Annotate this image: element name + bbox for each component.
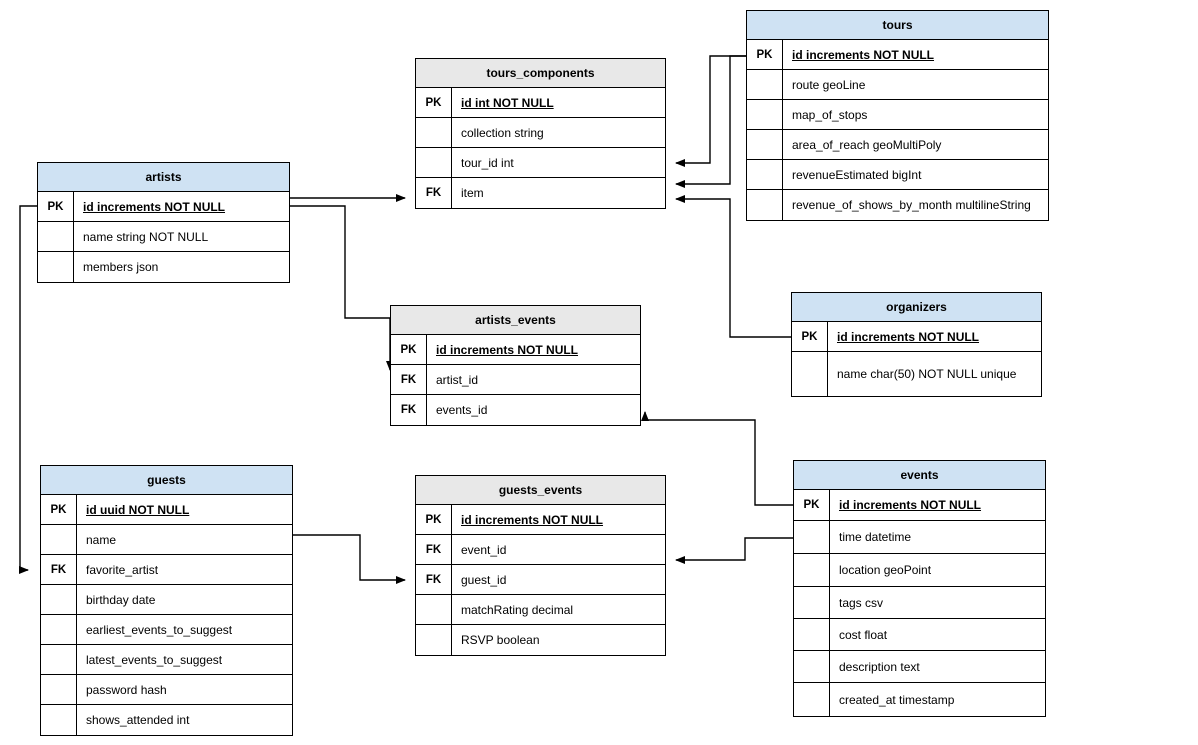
column-name: artist_id — [436, 372, 479, 387]
key-badge — [794, 651, 830, 682]
key-badge — [794, 683, 830, 716]
column-name: cost float — [839, 627, 888, 642]
table-row — [416, 178, 665, 208]
table-row — [416, 625, 665, 655]
column-name: RSVP boolean — [461, 633, 540, 647]
column-name: id increments NOT NULL — [839, 498, 982, 512]
column-name: name — [86, 532, 117, 547]
table-artists-title: artists — [38, 163, 289, 192]
column-name: id increments NOT NULL — [837, 329, 980, 344]
table-row — [794, 683, 1045, 716]
column-name: location geoPoint — [839, 563, 932, 577]
key-badge: PK — [391, 335, 427, 364]
table-row — [794, 490, 1045, 521]
table-row — [38, 192, 289, 222]
key-badge — [41, 645, 77, 674]
column-name: favorite_artist — [86, 562, 159, 577]
table-row — [41, 555, 292, 585]
table-row — [747, 130, 1048, 160]
table-row — [416, 595, 665, 625]
table-row — [416, 88, 665, 118]
table-row — [794, 619, 1045, 651]
edge-guests-guests-events — [293, 535, 405, 580]
key-badge: PK — [794, 490, 830, 520]
table-row — [416, 535, 665, 565]
table-row — [794, 521, 1045, 554]
table-artists-events[interactable] — [390, 305, 641, 426]
table-tours[interactable] — [746, 10, 1049, 221]
key-badge — [38, 222, 74, 251]
key-badge: PK — [41, 495, 77, 524]
table-guests-events-title: guests_events — [416, 476, 665, 505]
table-row — [416, 118, 665, 148]
column-name: tour_id int — [461, 155, 514, 170]
column-name: id increments NOT NULL — [436, 342, 579, 357]
edge-tours-tours-components-item — [676, 56, 746, 184]
edge-artists-guests-favorite-artist — [20, 206, 37, 570]
table-row — [747, 100, 1048, 130]
table-organizers-title: organizers — [792, 293, 1041, 322]
table-row — [41, 675, 292, 705]
column-name: birthday date — [86, 592, 156, 607]
column-name: tags csv — [839, 595, 884, 610]
table-row — [747, 70, 1048, 100]
table-guests[interactable] — [40, 465, 293, 736]
table-organizers[interactable] — [791, 292, 1042, 397]
table-row — [416, 565, 665, 595]
table-row — [792, 352, 1041, 396]
table-row — [391, 335, 640, 365]
table-row — [38, 222, 289, 252]
table-row — [41, 585, 292, 615]
table-row — [41, 645, 292, 675]
table-row — [416, 148, 665, 178]
column-name: latest_events_to_suggest — [86, 652, 223, 667]
table-row — [391, 365, 640, 395]
table-row — [792, 322, 1041, 352]
key-badge: PK — [747, 40, 783, 69]
column-name: collection string — [461, 125, 544, 140]
column-name: shows_attended int — [86, 713, 190, 727]
table-row — [41, 495, 292, 525]
table-guests-title: guests — [41, 466, 292, 495]
column-name: id increments NOT NULL — [792, 47, 935, 62]
edge-events-artists-events — [645, 412, 793, 505]
table-row — [391, 395, 640, 425]
table-guests-events[interactable] — [415, 475, 666, 656]
key-badge: PK — [416, 88, 452, 117]
key-badge — [416, 595, 452, 624]
table-artists-events-title: artists_events — [391, 306, 640, 335]
table-row — [794, 587, 1045, 619]
table-tours-components-title: tours_components — [416, 59, 665, 88]
key-badge — [41, 525, 77, 554]
column-name: earliest_events_to_suggest — [86, 622, 233, 637]
column-name: name string NOT NULL — [83, 229, 209, 244]
table-row — [747, 190, 1048, 220]
table-row — [747, 40, 1048, 70]
key-badge: PK — [792, 322, 828, 351]
edge-artists-artists-events — [290, 206, 390, 370]
column-name: matchRating decimal — [461, 602, 574, 617]
key-badge — [747, 130, 783, 159]
column-name: password hash — [86, 682, 167, 697]
column-name: map_of_stops — [792, 107, 868, 122]
key-badge — [794, 587, 830, 618]
key-badge — [747, 70, 783, 99]
table-row — [41, 615, 292, 645]
column-name: id increments NOT NULL — [83, 199, 226, 214]
table-row — [38, 252, 289, 282]
column-name: time datetime — [839, 530, 912, 544]
key-badge — [747, 160, 783, 189]
key-badge — [792, 352, 828, 396]
edge-events-guests-events — [676, 538, 793, 560]
table-events-title: events — [794, 461, 1045, 490]
table-row — [416, 505, 665, 535]
key-badge: PK — [416, 505, 452, 534]
column-name: guest_id — [461, 572, 507, 587]
key-badge: FK — [391, 395, 427, 425]
key-badge: PK — [38, 192, 74, 221]
table-row — [747, 160, 1048, 190]
key-badge — [794, 521, 830, 553]
column-name: id uuid NOT NULL — [86, 502, 190, 517]
key-badge — [41, 615, 77, 644]
key-badge — [416, 148, 452, 177]
column-name: name char(50) NOT NULL unique — [837, 367, 1017, 381]
column-name: id increments NOT NULL — [461, 512, 604, 527]
key-badge: FK — [416, 178, 452, 208]
table-tours-title: tours — [747, 11, 1048, 40]
key-badge — [794, 619, 830, 650]
column-name: id int NOT NULL — [461, 95, 554, 110]
key-badge: FK — [391, 365, 427, 394]
key-badge — [416, 118, 452, 147]
key-badge — [747, 100, 783, 129]
key-badge — [41, 675, 77, 704]
key-badge: FK — [41, 555, 77, 584]
table-row — [41, 705, 292, 735]
column-name: item — [461, 186, 484, 200]
key-badge — [747, 190, 783, 220]
column-name: members json — [83, 260, 159, 274]
key-badge — [41, 585, 77, 614]
column-name: event_id — [461, 542, 507, 557]
table-row — [794, 554, 1045, 587]
column-name: revenue_of_shows_by_month multilineString — [792, 198, 1031, 212]
key-badge: FK — [416, 565, 452, 594]
key-badge — [794, 554, 830, 586]
key-badge — [416, 625, 452, 655]
key-badge — [41, 705, 77, 735]
column-name: events_id — [436, 403, 488, 417]
column-name: created_at timestamp — [839, 692, 955, 707]
table-artists[interactable] — [37, 162, 290, 283]
key-badge: FK — [416, 535, 452, 564]
column-name: area_of_reach geoMultiPoly — [792, 137, 942, 152]
table-tours-components[interactable] — [415, 58, 666, 209]
table-row — [41, 525, 292, 555]
key-badge — [38, 252, 74, 282]
column-name: description text — [839, 659, 920, 674]
column-name: revenueEstimated bigInt — [792, 167, 922, 182]
edge-tours-tours-components-tourid — [676, 56, 746, 163]
table-row — [794, 651, 1045, 683]
table-events[interactable] — [793, 460, 1046, 717]
column-name: route geoLine — [792, 77, 866, 92]
